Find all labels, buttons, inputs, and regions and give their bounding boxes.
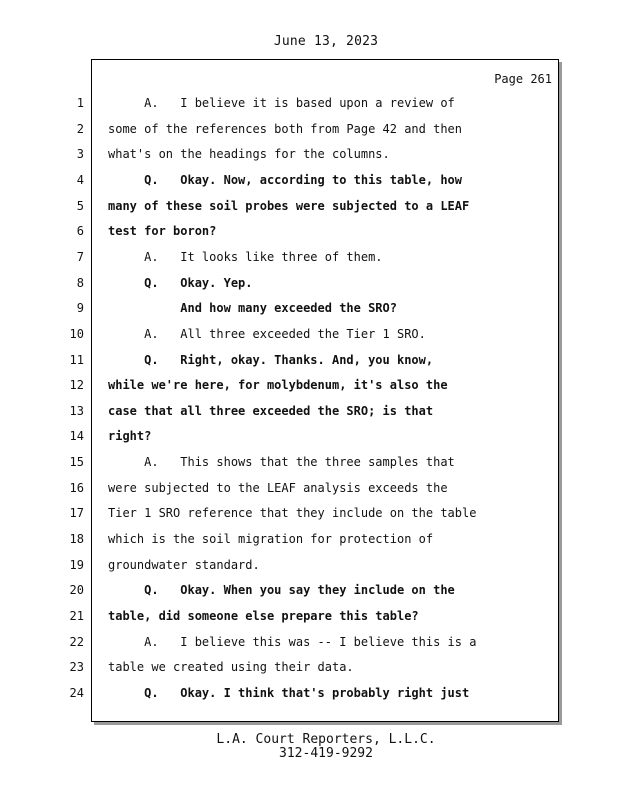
line-text: A. I believe this was -- I believe this is a <box>108 634 477 649</box>
line-number: 13 <box>69 403 84 418</box>
line-number: 24 <box>69 685 84 700</box>
reporter-company: L.A. Court Reporters, L.L.C. <box>216 732 436 747</box>
transcript-line <box>69 453 558 473</box>
line-text: case that all three exceeded the SRO; is that <box>108 403 434 418</box>
transcript-line <box>69 556 558 576</box>
line-text: right? <box>108 429 152 444</box>
line-number: 9 <box>76 301 84 316</box>
line-number: 2 <box>76 121 84 136</box>
line-number: 17 <box>69 506 84 521</box>
line-number: 15 <box>69 455 84 470</box>
line-text: test for boron? <box>108 224 217 239</box>
line-text: which is the soil migration for protection of <box>108 532 434 547</box>
transcript-line <box>69 658 558 678</box>
line-number: 7 <box>76 249 84 264</box>
transcript-line <box>69 479 558 499</box>
transcript-line <box>76 120 558 140</box>
line-text: many of these soil probes were subjected to a LEAF <box>108 198 470 213</box>
line-number: 19 <box>69 557 84 572</box>
transcript-line <box>69 325 558 345</box>
line-text: table we created using their data. <box>108 660 354 675</box>
line-text: Q. Okay. When you say they include on the <box>108 583 455 598</box>
reporter-phone: 312-419-9292 <box>279 746 373 761</box>
transcript-line <box>69 351 558 371</box>
line-number: 10 <box>69 326 84 341</box>
transcript-date: June 13, 2023 <box>273 34 379 49</box>
line-text: while we're here, for molybdenum, it's also the <box>108 378 448 393</box>
line-text: A. I believe it is based upon a review of <box>108 96 455 110</box>
transcript-line <box>76 299 558 319</box>
page-number: Page 261 <box>494 72 552 86</box>
line-number: 12 <box>69 378 84 393</box>
line-number: 3 <box>76 147 84 162</box>
transcript-line <box>76 248 558 268</box>
line-text: And how many exceeded the SRO? <box>108 301 397 316</box>
line-text: Q. Right, okay. Thanks. And, you know, <box>108 352 434 367</box>
transcript-line <box>76 94 558 114</box>
line-number: 18 <box>69 532 84 547</box>
transcript-line <box>76 171 558 191</box>
line-number: 1 <box>76 96 84 110</box>
transcript-page <box>69 59 559 722</box>
transcript-line <box>76 197 558 217</box>
transcript-lines <box>69 60 558 721</box>
line-text: were subjected to the LEAF analysis exceeds the <box>108 480 448 495</box>
line-text: Q. Okay. I think that's probably right just <box>108 685 470 700</box>
line-number: 21 <box>69 609 84 623</box>
line-text: what's on the headings for the columns. <box>108 147 390 162</box>
transcript-line <box>76 222 558 242</box>
line-number: 20 <box>69 583 84 598</box>
line-number: 5 <box>76 198 84 213</box>
transcript-line <box>69 530 558 550</box>
transcript-line <box>76 145 558 165</box>
transcript-line <box>76 274 558 294</box>
line-number: 22 <box>69 634 84 649</box>
line-text: groundwater standard. <box>108 557 260 572</box>
line-text: Q. Okay. Yep. <box>108 275 253 290</box>
transcript-line <box>69 633 558 653</box>
transcript-line <box>69 376 558 396</box>
line-text: some of the references both from Page 42 and then <box>108 121 463 136</box>
transcript-line <box>69 427 558 447</box>
line-number: 4 <box>76 172 84 187</box>
transcript-line <box>69 402 558 422</box>
line-number: 23 <box>69 660 84 675</box>
line-number: 16 <box>69 480 84 495</box>
line-text: table, did someone else prepare this table? <box>108 609 419 623</box>
line-number: 11 <box>69 352 84 367</box>
line-number: 8 <box>76 275 84 290</box>
line-text: Q. Okay. Now, according to this table, how <box>108 172 463 187</box>
line-text: A. This shows that the three samples that <box>108 455 455 470</box>
transcript-line <box>69 504 558 524</box>
line-number: 14 <box>69 429 84 444</box>
line-number: 6 <box>76 224 84 239</box>
transcript-line <box>69 581 558 601</box>
transcript-line <box>69 607 558 627</box>
transcript-line <box>69 684 558 704</box>
footer <box>0 733 618 761</box>
line-text: A. It looks like three of them. <box>108 249 383 264</box>
line-text: A. All three exceeded the Tier 1 SRO. <box>108 326 426 341</box>
line-text: Tier 1 SRO reference that they include on the table <box>108 506 477 521</box>
